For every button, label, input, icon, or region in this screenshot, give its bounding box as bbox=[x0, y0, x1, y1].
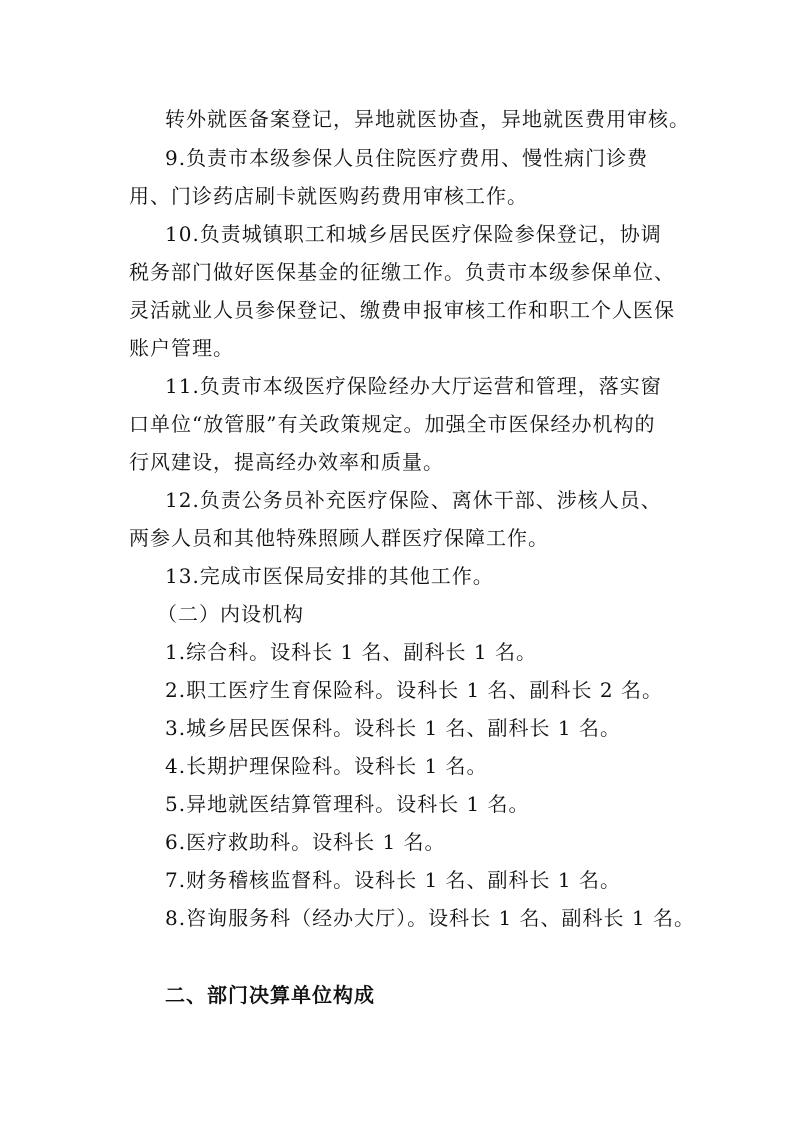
section-internal-title: （二）内设机构 bbox=[157, 602, 304, 626]
department-item: 1.综合科。设科长 1 名、副科长 1 名。 bbox=[165, 640, 537, 664]
department-item: 7.财务稽核监督科。设科长 1 名、副科长 1 名。 bbox=[165, 868, 621, 892]
section-two-heading: 二、部门决算单位构成 bbox=[165, 983, 375, 1007]
duty-line: 用、门诊药店刷卡就医购药费用审核工作。 bbox=[129, 184, 528, 208]
department-item: 3.城乡居民医保科。设科长 1 名、副科长 1 名。 bbox=[165, 716, 621, 740]
duty-line: 行风建设，提高经办效率和质量。 bbox=[129, 450, 444, 474]
department-item: 6.医疗救助科。设科长 1 名。 bbox=[165, 830, 446, 854]
duty-line: 9.负责市本级参保人员住院医疗费用、慢性病门诊费 bbox=[165, 146, 649, 170]
department-item: 8.咨询服务科（经办大厅）。设科长 1 名、副科长 1 名。 bbox=[165, 906, 695, 930]
duty-line: 转外就医备案登记，异地就医协查，异地就医费用审核。 bbox=[165, 107, 690, 131]
duty-line: 12.负责公务员补充医疗保险、离休干部、涉核人员、 bbox=[165, 488, 662, 512]
duty-line: 13.完成市医保局安排的其他工作。 bbox=[165, 564, 494, 588]
department-item: 4.长期护理保险科。设科长 1 名。 bbox=[165, 754, 488, 778]
duty-line: 11.负责市本级医疗保险经办大厅运营和管理，落实窗 bbox=[165, 374, 662, 398]
duty-line: 税务部门做好医保基金的征缴工作。负责市本级参保单位、 bbox=[129, 260, 675, 284]
duty-line: 灵活就业人员参保登记、缴费申报审核工作和职工个人医保 bbox=[129, 298, 675, 322]
duty-line: 口单位“放管服”有关政策规定。加强全市医保经办机构的 bbox=[129, 412, 656, 436]
duty-line: 两参人员和其他特殊照顾人群医疗保障工作。 bbox=[129, 526, 549, 550]
department-item: 2.职工医疗生育保险科。设科长 1 名、副科长 2 名。 bbox=[165, 678, 663, 702]
department-item: 5.异地就医结算管理科。设科长 1 名。 bbox=[165, 792, 530, 816]
duty-line: 10.负责城镇职工和城乡居民医疗保险参保登记，协调 bbox=[165, 222, 662, 246]
duty-line: 账户管理。 bbox=[129, 336, 234, 360]
